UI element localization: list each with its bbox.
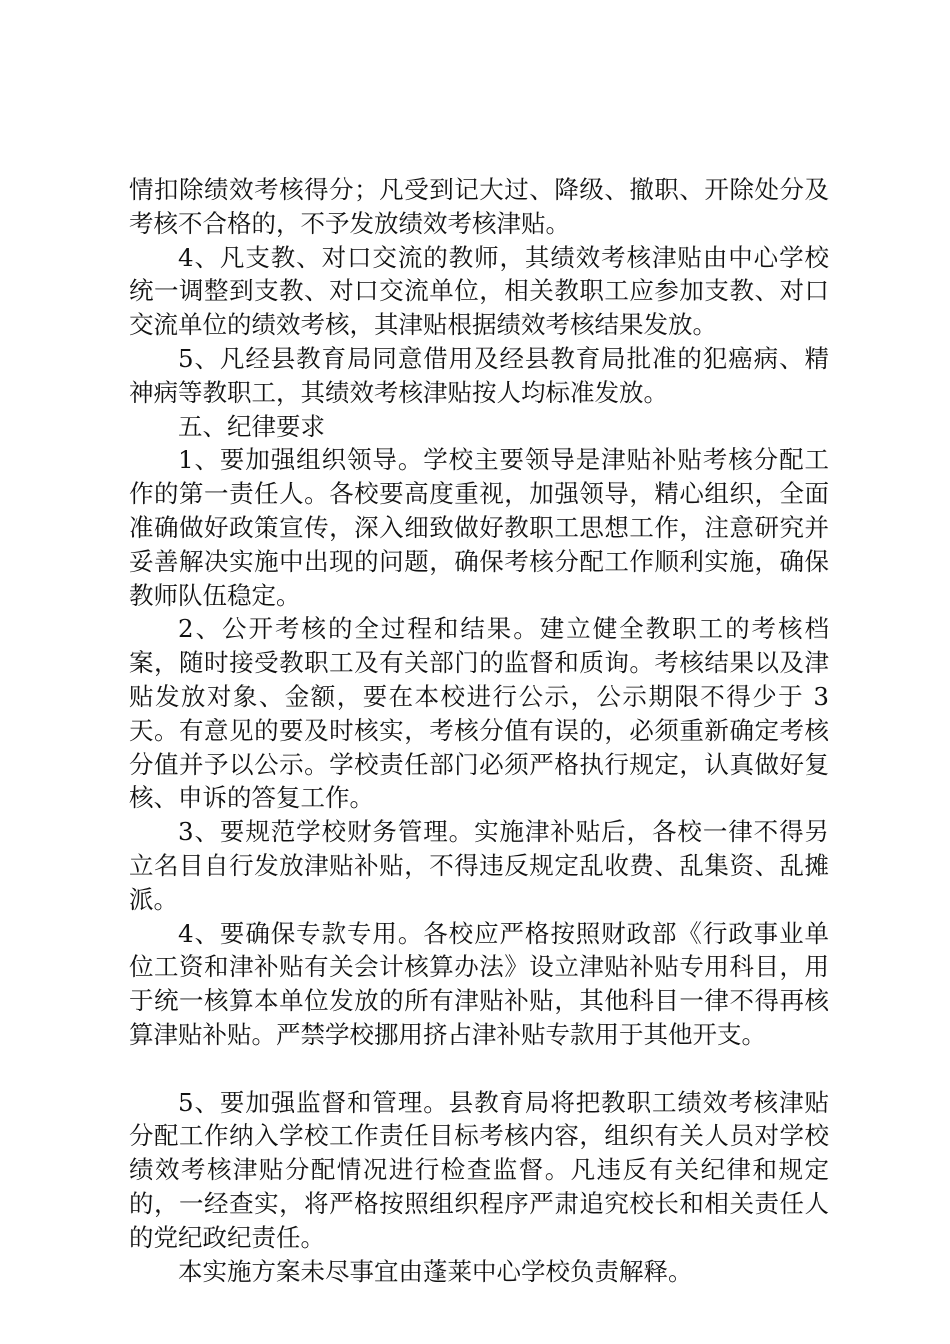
paragraph-item-4-exchange-teachers: 4、凡支教、对口交流的教师，其绩效考核津贴由中心学校统一调整到支教、对口交流单位，相关教职工应参加支教、对口交流单位的绩效考核，其津贴根据绩效考核结果发放。	[129, 242, 829, 340]
paragraph-continuation: 情扣除绩效考核得分；凡受到记大过、降级、撤职、开除处分及考核不合格的，不予发放绩效考核津贴。	[129, 175, 829, 238]
paragraph-discipline-1: 1、要加强组织领导。学校主要领导是津贴补贴考核分配工作的第一责任人。各校要高度重视，加强领导，精心组织，全面准确做好政策宣传，深入细致做好教职工思想工作，注意研究并妥善解决实施中出现的问题，确保考核分配工作顺利实施，确保教师队伍稳定。	[129, 445, 829, 610]
section-heading-discipline: 五、纪律要求	[178, 411, 325, 441]
paragraph-discipline-2: 2、公开考核的全过程和结果。建立健全教职工的考核档案，随时接受教职工及有关部门的监督和质询。考核结果以及津贴发放对象、金额，要在本校进行公示，公示期限不得少于 3 天。有意见的要及时核实，考核分值有误的，必须重新确定考核分值并予以公示。学校责任部门必须严格执行规定，认真做好复核、申诉的答复工作。	[129, 614, 829, 813]
paragraph-discipline-3: 3、要规范学校财务管理。实施津补贴后，各校一律不得另立名目自行发放津贴补贴，不得违反规定乱收费、乱集资、乱摊派。	[129, 817, 829, 914]
paragraph-discipline-4: 4、要确保专款专用。各校应严格按照财政部《行政事业单位工资和津补贴有关会计核算办法》设立津贴补贴专用科目，用于统一核算本单位发放的所有津贴补贴，其他科目一律不得再核算津贴补贴。严禁学校挪用挤占津补贴专款用于其他开支。	[129, 918, 829, 1049]
paragraph-item-5-borrowed-staff: 5、凡经县教育局同意借用及经县教育局批准的犯癌病、精神病等教职工，其绩效考核津贴按人均标准发放。	[129, 343, 829, 407]
paragraph-closing: 本实施方案未尽事宜由蓬莱中心学校负责解释。	[178, 1256, 693, 1286]
document-body	[129, 173, 829, 1288]
paragraph-discipline-5: 5、要加强监督和管理。县教育局将把教职工绩效考核津贴分配工作纳入学校工作责任目标考核内容，组织有关人员对学校绩效考核津贴分配情况进行检查监督。凡违反有关纪律和规定的，一经查实，将严格按照组织程序严肃追究校长和相关责任人的党纪政纪责任。	[129, 1087, 829, 1252]
